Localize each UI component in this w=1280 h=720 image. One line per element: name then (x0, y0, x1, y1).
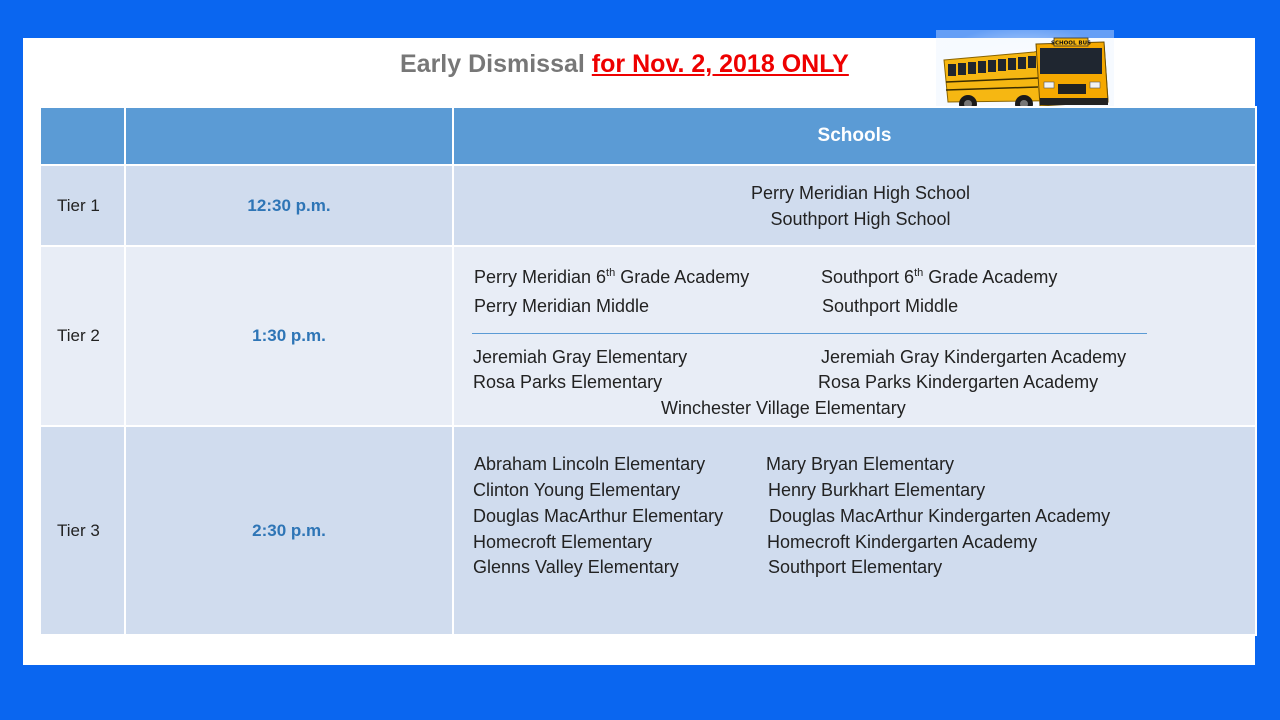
school-name: Douglas MacArthur Kindergarten Academy (769, 506, 1111, 526)
school-name: Glenns Valley Elementary (473, 557, 679, 577)
school-name: Southport High School (770, 208, 951, 229)
schools-cell (453, 426, 1256, 635)
school-name-part: Perry Meridian 6 (474, 267, 607, 287)
school-name: Winchester Village Elementary (661, 398, 906, 418)
dismissal-schedule-table (39, 106, 1257, 636)
school-name: Perry Meridian Middle (474, 296, 650, 316)
ordinal-suffix: th (914, 267, 924, 279)
school-name: Southport Middle (822, 296, 959, 316)
school-name-part: Grade Academy (923, 267, 1058, 287)
table-row-tier-2 (40, 246, 1256, 426)
school-name-part: Grade Academy (615, 267, 750, 287)
school-name: Perry Meridian High School (750, 182, 971, 203)
header-cell-tier (40, 107, 125, 165)
school-name (474, 267, 749, 288)
header-cell-schools: Schools (453, 107, 1256, 165)
school-name: Rosa Parks Elementary (473, 372, 663, 392)
dismissal-time: 12:30 p.m. (125, 165, 453, 246)
tier-label: Tier 3 (40, 426, 125, 635)
school-name: Jeremiah Gray Kindergarten Academy (821, 347, 1127, 367)
school-name: Clinton Young Elementary (473, 480, 681, 500)
header-cell-time (125, 107, 453, 165)
page-title (400, 50, 849, 79)
tier-label: Tier 2 (40, 246, 125, 426)
ordinal-suffix: th (606, 267, 616, 279)
table-header-row (40, 107, 1256, 165)
table-row-tier-3 (40, 426, 1256, 635)
school-name (821, 267, 1057, 288)
school-name: Rosa Parks Kindergarten Academy (818, 372, 1099, 392)
school-name: Southport Elementary (768, 557, 943, 577)
title-emphasis-text: for Nov. 2, 2018 ONLY (591, 50, 849, 78)
school-name-part: Southport 6 (821, 267, 915, 287)
school-name: Mary Bryan Elementary (766, 454, 955, 474)
dismissal-time: 2:30 p.m. (125, 426, 453, 635)
bus-sign-text: SCHOOL BUS (1051, 40, 1091, 47)
title-main-text: Early Dismissal (400, 50, 592, 78)
school-name: Jeremiah Gray Elementary (473, 347, 688, 367)
table-row-tier-1 (40, 165, 1256, 246)
tier-label: Tier 1 (40, 165, 125, 246)
school-name: Henry Burkhart Elementary (768, 480, 986, 500)
school-name: Homecroft Elementary (473, 532, 653, 552)
school-name: Homecroft Kindergarten Academy (767, 532, 1038, 552)
school-name: Douglas MacArthur Elementary (473, 506, 724, 526)
schools-cell (453, 246, 1256, 426)
school-name: Abraham Lincoln Elementary (474, 454, 706, 474)
section-divider (472, 333, 1147, 334)
schools-cell (453, 165, 1256, 246)
dismissal-time: 1:30 p.m. (125, 246, 453, 426)
